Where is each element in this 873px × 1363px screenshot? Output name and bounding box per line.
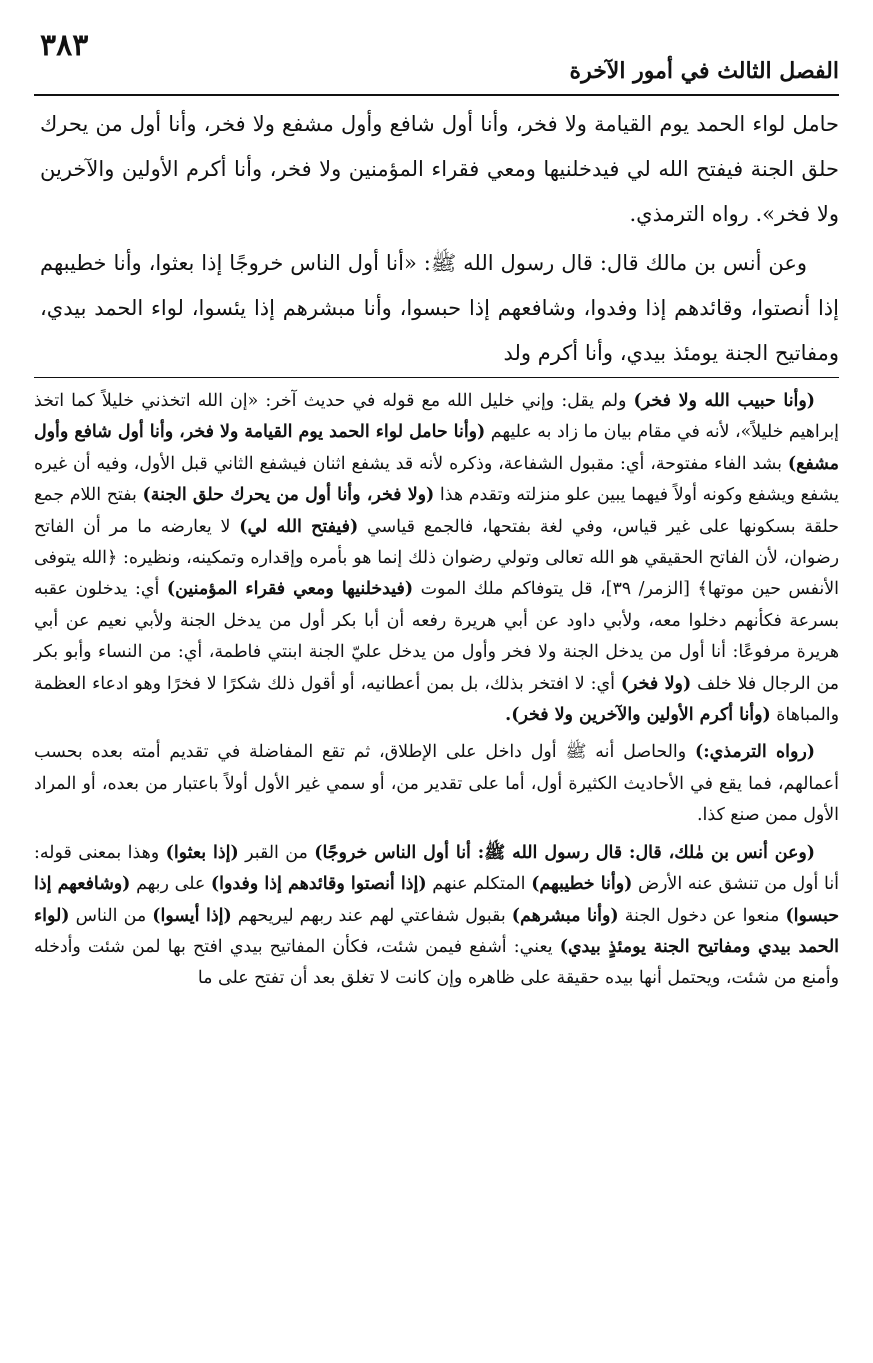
commentary-paragraph-2 (34, 737, 839, 831)
commentary-text: منعوا عن دخول الجنة (618, 905, 786, 926)
quoted-phrase: (رواه الترمذي:) (694, 742, 815, 763)
quoted-phrase: (إذا أيسوا) (152, 905, 232, 926)
commentary-text: المتكلم عنهم (426, 874, 532, 895)
commentary-text: بقبول شفاعتي لهم عند ربهم ليريحهم (231, 905, 512, 926)
quoted-phrase: (وأنا أكرم الأولين والآخرين ولا فخر). (505, 705, 771, 726)
commentary-text: والحاصل أنه ﷺ أول داخل على الإطلاق، ثم تقع المفاضلة في تقديم أمته بعده بحسب أعمالهم، فما يقع في الأحاديث الكثيرة أول، أما على تقدير من، أو سمي غير الأول أولاً باعتبار من بعده، أو المراد الأول ممن صنع كذا. (34, 742, 839, 826)
commentary (34, 386, 839, 1001)
commentary-text: من الناس (69, 905, 153, 926)
quoted-phrase: (وأنا حامل لواء الحمد يوم القيامة ولا فخر، وأنا أول شافع وأول مشفع) (34, 422, 839, 474)
main-text (40, 102, 839, 376)
page-header (34, 28, 839, 96)
commentary-text: من القبر (238, 842, 315, 863)
commentary-paragraph-1 (34, 386, 839, 731)
commentary-text: بشد الفاء مفتوحة، أي: مقبول الشفاعة، وذكره لأنه قد يشفع اثنان فيشفع الثاني قبل الأول، وفيه أن غيره يشفع ويشفع وكونه أولاً فيهما يبين علو منزلته وتقدم هذا (34, 453, 840, 506)
quoted-phrase: (ولا فخر، وأنا أول من يحرك حلق الجنة) (142, 485, 435, 506)
quoted-phrase: (وعن أنس بن مٰلك، قال: قال رسول الله ﷺ: أنا أول الناس خروجًا) (314, 842, 815, 863)
commentary-text: أي: يدخلون عقبه بسرعة فكأنهم دخلوا معه، ولأبي داود عن أبي هريرة رفعه أن أبا بكر أول من يدخل الجنة ولأبي نعيم عن أبي هريرة مرفوعًا: أنا أول من يدخل الجنة ولا فخر وأول من يدخل عليّ الجنة ابنتي فاطمة، أي: من النساء وأبو بكر من الرجال فلا خلف (34, 579, 839, 694)
quoted-phrase: (وأنا مبشرهم) (511, 905, 619, 926)
hadith-continuation: حامل لواء الحمد يوم القيامة ولا فخر، وأنا أول شافع وأول مشفع ولا فخر، وأنا أول من يحرك حلق الجنة فيفتح الله لي فيدخلنيها ومعي فقراء المؤمنين ولا فخر، وأنا أكرم الأولين والآخرين ولا فخر». رواه الترمذي. (40, 112, 839, 226)
quoted-phrase: (فيفتح الله لي) (239, 516, 359, 537)
quoted-phrase: (لواء الحمد بيدي ومفاتيح الجنة يومئذٍ بيدي) (34, 905, 839, 957)
divider-line (34, 377, 839, 378)
commentary-text: بفتح اللام جمع حلقة بسكونها على غير قياس، وفي لغة بفتحها، فالجمع قياسي (34, 485, 840, 537)
commentary-text: أي: لا افتخر بذلك، بل بمن أعطانيه، أو أقول ذلك شكرًا لا فخرًا وهو ادعاء العظمة والمباهاة (34, 673, 839, 726)
quoted-phrase: (إذا أنصتوا وقائدهم إذا وفدوا) (210, 874, 427, 895)
commentary-paragraph-3 (34, 838, 839, 995)
commentary-text: وهذا بمعنى قوله: أنا أول من تنشق عنه الأرض (34, 842, 839, 895)
commentary-text: لا يعارضه ما مر أن الفاتح رضوان، لأن الفاتح الحقيقي هو الله تعالى وتولي رضوان ذلك إنما هو بأمره وإقداره وتمكينه، ونظيره: ﴿الله يتوفى الأنفس حين موتها﴾ [الزمر/ ٣٩]، قل يتوفاكم ملك الموت (34, 516, 839, 600)
quoted-phrase: (وأنا خطيبهم) (531, 874, 633, 895)
commentary-text: ولم يقل: وإني خليل الله مع قوله في حديث آخر: «إن الله اتخذني خليلاً كما اتخذ إبراهيم خليلاً»، لأنه في مقام بيان ما زاد به عليهم (34, 391, 839, 443)
quoted-phrase: (وأنا حبيب الله ولا فخر) (633, 391, 816, 411)
running-title: الفصل الثالث في أمور الآخرة (569, 58, 839, 84)
quoted-phrase: (فيدخلنيها ومعي فقراء المؤمنين) (166, 579, 414, 600)
quoted-phrase: (إذا بعثوا) (165, 842, 239, 863)
commentary-text: على ربهم (130, 874, 211, 895)
quoted-phrase: (وشافعهم إذا حبسوا) (34, 874, 839, 926)
hadith-anas: وعن أنس بن مالك قال: قال رسول الله ﷺ: «أنا أول الناس خروجًا إذا بعثوا، وأنا خطيبهم إذا أنصتوا، وقائدهم إذا وفدوا، وشافعهم إذا حبسوا، وأنا مبشرهم إذا يئسوا، لواء الحمد بيدي، ومفاتيح الجنة يومئذ بيدي، وأنا أكرم ولد (40, 251, 839, 365)
quoted-phrase: (ولا فخر) (620, 673, 692, 694)
commentary-text: يعني: أشفع فيمن شئت، فكأن المفاتيح بيدي افتح بها لمن شئت وأدخله وأمنع من شئت، ويحتمل أنها بيده حقيقة على ظاهره وإن كانت لا تغلق بعد أن تفتح على ما (34, 936, 839, 989)
page-number: ٣٨٣ (40, 28, 89, 63)
